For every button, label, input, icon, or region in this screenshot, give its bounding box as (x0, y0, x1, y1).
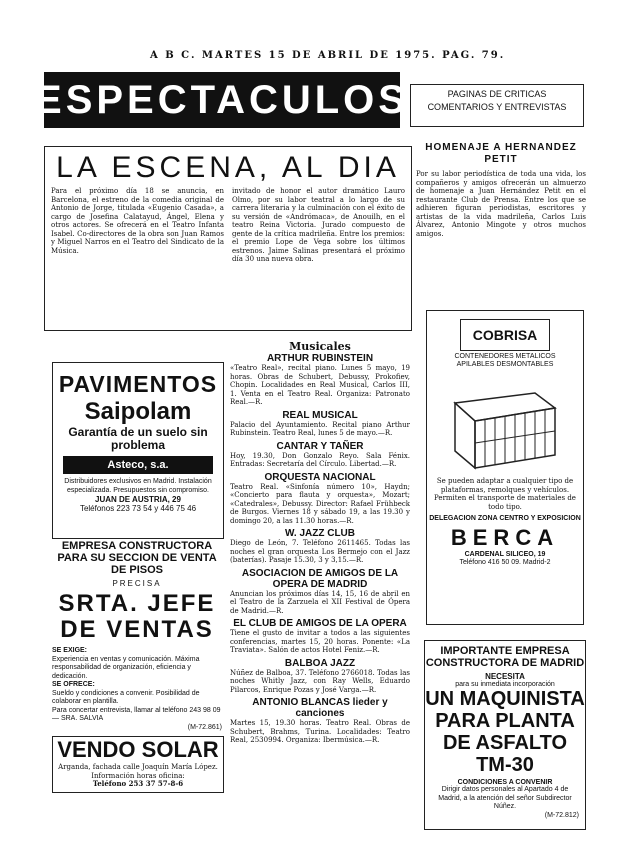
page-header: A B C. MARTES 15 DE ABRIL DE 1975. PAG. 79. (150, 50, 506, 61)
pavimentos-ad (52, 362, 224, 539)
homenaje-title: HOMENAJE A HERNANDEZ PETIT (425, 142, 577, 165)
musicales-block-text: Hoy, 19.30, Don Gonzalo Reyo. Sala Fénix. Entradas: Secretaría del Círculo. Libertad.—R. (230, 451, 410, 468)
berca-logo: BERCA (450, 525, 560, 550)
pavimentos-fine: Distribuidores exclusivos en Madrid. Instalación especializada. Presupuestos sin compromiso. (64, 478, 212, 494)
cobrisa-ad (426, 310, 584, 625)
tagline-line-2: COMENTARIOS Y ENTREVISTAS (427, 102, 567, 112)
cobrisa-delegacion: DELEGACION ZONA CENTRO Y EXPOSICION (429, 515, 581, 522)
maquinista-header: IMPORTANTE EMPRESA CONSTRUCTORA DE MADRID (425, 645, 585, 669)
empresa-contact: Para concertar entrevista, llamar al teléfono 243 98 09 — SRA. SALVIA (52, 706, 221, 722)
musicales-blocks (230, 353, 410, 745)
empresa-ref: (M-72.861) (187, 723, 222, 731)
pavimentos-phones: Teléfonos 223 73 54 y 446 75 46 (79, 504, 197, 513)
musicales-block-title: EL CLUB DE AMIGOS DE LA OPERA (233, 618, 407, 629)
escena-article (44, 146, 412, 331)
section-tagline (410, 84, 584, 127)
pavimentos-slogan: Garantía de un suelo sin problema (68, 425, 208, 452)
empresa-se-ofrece-label: SE OFRECE: (52, 681, 95, 688)
escena-title: LA ESCENA, AL DIA (56, 151, 400, 184)
pavimentos-title: PAVIMENTOS (58, 371, 218, 397)
maquinista-headline: UN MAQUINISTA PARA PLANTA DE ASFALTO TM-30 (425, 688, 585, 776)
musicales-block-text: Núñez de Balboa, 37. Teléfono 2766018. Todas las noches Whitly Jazz, con Ray Wells, Eduardo Pilarcos, Enrique Pozas y José Varga.—R. (230, 668, 410, 694)
section-banner: ESPECTACULOS (44, 72, 400, 128)
musicales-block-text: Teatro Real. «Sinfonía número 10», Haydn; «Concierto para flauta y orquesta», Mozart; «Catedrales», Debussy. Director: Rafael Frühbeck de Burgos. Viernes 18 y sábado 19, a las 19.30 y domingo 20, a las 11.30 horas.—R. (230, 482, 410, 525)
maquinista-condiciones: CONDICIONES A CONVENIR (457, 779, 553, 786)
pavimentos-company: Asteco, s.a. (63, 456, 213, 474)
vendo-info-label: Información horas oficina: (91, 771, 185, 780)
musicales-block-text: Martes 15, 19.30 horas. Teatro Real. Obras de Schubert, Brahms, Turina. Localidades: Teatro Real, 2530994. Organiza: Ibermúsica.—R. (230, 719, 410, 744)
escena-column-1: Para el próximo día 18 se anuncia, en Barcelona, el estreno de la comedia original de Antonio de Jorge, titulada «Eugenio Casada», a cargo de Josefina Calatayud, Ángel, Elena y otros actores. Se ofrecerá en el Teatro Infanta Isabel. Co-directores de la obra son Juan Ramos y Miguel Narros en el Teatro del Sindicato de la Música. (51, 187, 224, 255)
musicales-block-title: ANTONIO BLANCAS lieder y canciones (252, 697, 388, 719)
empresa-se-exige: Experiencia en ventas y comunicación. Máxima responsabilidad de organización, eficiencia y dedicación. (52, 655, 200, 680)
musicales-block-title: BALBOA JAZZ (284, 657, 356, 669)
cobrisa-logo: COBRISA (460, 319, 550, 351)
musicales-block-text: «Teatro Real», recital piano. Lunes 5 mayo, 19 horas. Obras de Schubert, Debussy, Prokofiev, Chopin. Localidades en Real Musical, Carlos III, 1. Venta en el Teatro Real. Organiza: Patronato Real.—R. (230, 364, 410, 406)
maquinista-necesita: NECESITA (485, 672, 525, 681)
musicales-block-title: ORQUESTA NACIONAL (264, 471, 376, 483)
empresa-header: EMPRESA CONSTRUCTORA PARA SU SECCION DE VENTA DE PISOS (57, 540, 217, 576)
cobrisa-subtitle-2: APILABLES DESMONTABLES (456, 361, 554, 368)
musicales-block-title: W. JAZZ CLUB (285, 528, 355, 539)
musicales-block-text: Anuncian los próximos días 14, 15, 16 de abril en el Teatro de la Zarzuela el XII Festival de Ópera de Madrid.—R. (230, 589, 410, 615)
homenaje-article (416, 142, 586, 238)
empresa-se-exige-label: SE EXIGE: (52, 647, 88, 654)
berca-phones: Teléfono 416 50 09. Madrid-2 (459, 559, 551, 566)
vendo-solar-ad (52, 736, 224, 793)
cobrisa-text: Se pueden adaptar a cualquier tipo de plataformas, remolques y vehículos. Permiten el transporte de materiales de todo tipo. (434, 477, 576, 511)
empresa-ad (52, 540, 222, 732)
musicales-section-title: Musicales (289, 340, 351, 353)
musicales-block-text: Diego de León, 7. Teléfono 2611465. Todas las noches el gran orquesta Los Bermejo con el Jazz (baterías). Pasaje 15.30, 3 y 3,15.—R. (230, 539, 410, 564)
empresa-headline: SRTA. JEFE DE VENTAS (58, 590, 216, 643)
homenaje-text: Por su labor periodística de toda una vida, los compañeros y amigos ofrecerán un almuerzo de homenaje a Juan Hernández Petit en el restaurante Club de Prensa. Entre los que se adhieren figuran periodistas, escritores y artistas de la vida madrileña, Carlos Luis Álvarez, Antonio Mingote y otros muchos amigos. (416, 170, 586, 238)
musicales-block-title: ARTHUR RUBINSTEIN (266, 353, 374, 364)
pavimentos-brand: Saipolam (84, 398, 192, 425)
musicales-block-text: Tiene el gusto de invitar a todos a las siguientes conferencias, martes 15, 20 horas. Ponente: «La Traviata». Salón de actos Hotel Feniz.—R. (230, 629, 410, 654)
container-illustration (445, 373, 565, 473)
berca-address: CARDENAL SILICEO, 19 (464, 551, 546, 558)
musicales-column (230, 340, 410, 748)
vendo-phone: Teléfono 253 37 57-8-6 (92, 779, 184, 788)
vendo-title: VENDO SOLAR (57, 737, 219, 762)
maquinista-text: Dirigir datos personales al Apartado 4 de Madrid, a la atención del señor Subdirector Núñez. (438, 786, 572, 810)
maquinista-ref: (M-72.812) (544, 811, 579, 819)
cobrisa-subtitle: CONTENEDORES METALICOS (454, 353, 556, 360)
musicales-block-title: ASOCIACION DE AMIGOS DE LA OPERA DE MADRID (241, 567, 399, 590)
escena-column-2: invitado de honor el autor dramático Lauro Olmo, por su labor teatral a lo largo de su carrera literaria y la culminación con el éxito de su versión de «Andrómaca», de Anouilh, en el teatro Reina Victoria. Jurado compuesto de gente de la crítica madrileña. Entre los premios: el premio Lope de Vega sobre los últimos estrenos. Jaime Salinas presentará el próximo día 30 una nueva obra. (232, 187, 405, 263)
musicales-block-text: Palacio del Ayuntamiento. Recital piano Arthur Rubinstein. Teatro Real, lunes 5 de mayo.—R. (230, 420, 410, 437)
empresa-precisa: PRECISA (112, 579, 162, 588)
musicales-block-title: CANTAR Y TAÑER (276, 440, 364, 452)
maquinista-ad (424, 640, 586, 830)
vendo-text: Arganda, fachada calle Joaquín María López. (58, 763, 218, 771)
empresa-se-ofrece: Sueldo y condiciones a convenir. Posibilidad de colaborar en plantilla. (52, 689, 200, 705)
tagline-line-1: PAGINAS DE CRITICAS (447, 89, 547, 99)
maquinista-necesita-sub: para su inmediata incorporación (455, 681, 555, 688)
musicales-block-title: REAL MUSICAL (282, 409, 358, 421)
pavimentos-address: JUAN DE AUSTRIA, 29 (95, 495, 181, 504)
